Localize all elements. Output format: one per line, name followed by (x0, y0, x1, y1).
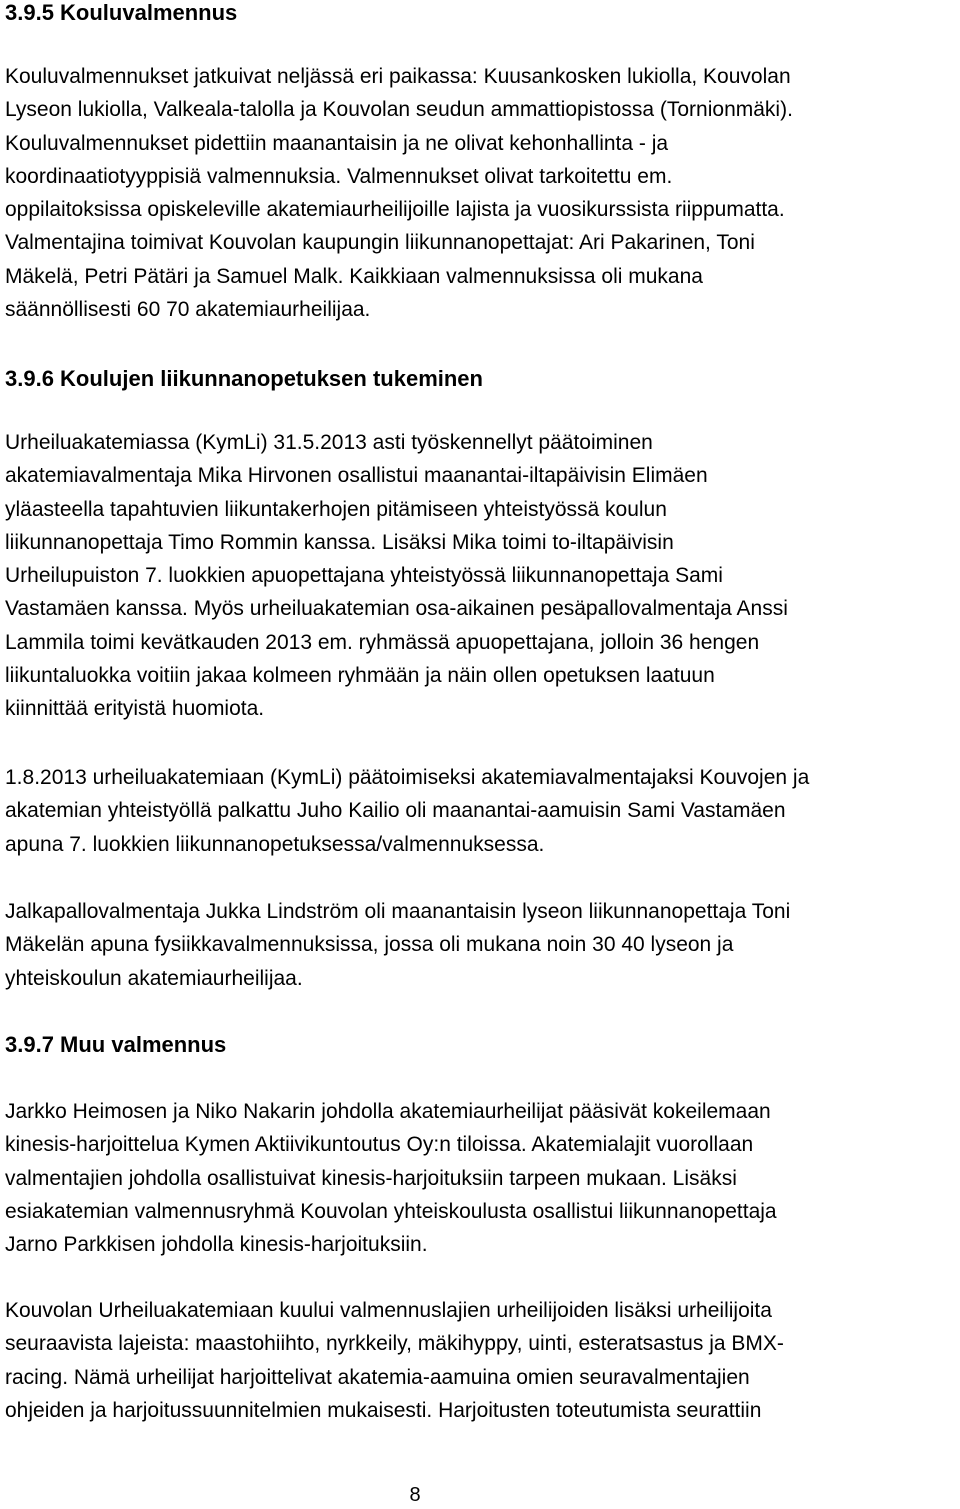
text-line: Jarno Parkkisen johdolla kinesis-harjoituksiin. (5, 1233, 428, 1257)
section-heading-liikunnanopetus: 3.9.6 Koulujen liikunnanopetuksen tukeminen (5, 366, 483, 391)
text-line: 1.8.2013 urheiluakatemiaan (KymLi) päätoimiseksi akatemiavalmentajaksi Kouvojen ja (5, 766, 810, 789)
text-line: esiakatemian valmennusryhmä Kouvolan yhteiskoulusta osallistui liikunnanopettaja (5, 1199, 777, 1223)
text-line: Lammila toimi kevätkauden 2013 em. ryhmässä apuopettajana, jolloin 36 hengen (5, 630, 760, 654)
text-line: Mäkelä, Petri Pätäri ja Samuel Malk. Kaikkiaan valmennuksissa oli mukana (5, 264, 703, 288)
text-line: yläasteella tapahtuvien liikuntakerhojen pitämiseen yhteistyössä koulun (5, 497, 667, 521)
paragraph-kouluvalmennus (5, 60, 793, 326)
text-line: Kouluvalmennukset jatkuivat neljässä eri paikassa: Kuusankosken lukiolla, Kouvolan (5, 65, 791, 88)
text-line: Kouvolan Urheiluakatemiaan kuului valmennuslajien urheilijoiden lisäksi urheilijoita (5, 1299, 772, 1322)
paragraph-muut-lajit (5, 1294, 784, 1427)
text-line: akatemian yhteistyöllä palkattu Juho Kailio oli maanantai-aamuisin Sami Vastamäen (5, 799, 786, 823)
text-line: säännöllisesti 60 70 akatemiaurheilijaa. (5, 298, 371, 322)
text-line: Kouluvalmennukset pidettiin maanantaisin ja ne olivat kehonhallinta - ja (5, 131, 669, 155)
text-line: kiinnittää erityistä huomiota. (5, 697, 265, 721)
text-line: koordinaatiotyyppisiä valmennuksia. Valmennukset olivat tarkoitettu em. (5, 164, 673, 188)
paragraph-hirvonen (5, 426, 788, 726)
section-heading-muu-valmennus: 3.9.7 Muu valmennus (5, 1032, 227, 1057)
text-line: valmentajien johdolla osallistuivat kinesis-harjoituksiin tarpeen mukaan. Lisäksi (5, 1166, 737, 1190)
text-line: Vastamäen kanssa. Myös urheiluakatemian osa-aikainen pesäpallovalmentaja Anssi (5, 597, 788, 621)
text-line: racing. Nämä urheilijat harjoittelivat akatemia-aamuina omien seuravalmentajien (5, 1365, 750, 1389)
section-heading-kouluvalmennus: 3.9.5 Kouluvalmennus (5, 0, 238, 25)
text-line: apuna 7. luokkien liikunnanopetuksessa/valmennuksessa. (5, 832, 545, 856)
text-line: Valmentajina toimivat Kouvolan kaupungin liikunnanopettajat: Ari Pakarinen, Toni (5, 231, 755, 255)
text-line: Urheiluakatemiassa (KymLi) 31.5.2013 asti työskennellyt päätoiminen (5, 431, 653, 454)
text-line: Urheilupuiston 7. luokkien apuopettajana yhteistyössä liikunnanopettaja Sami (5, 564, 723, 588)
text-line: seuraavista lajeista: maastohiihto, nyrkkeily, mäkihyppy, uinti, esteratsastus ja BMX- (5, 1332, 784, 1356)
text-line: akatemiavalmentaja Mika Hirvonen osallistui maanantai-iltapäivisin Elimäen (5, 464, 708, 488)
text-line: Jalkapallovalmentaja Jukka Lindström oli maanantaisin lyseon liikunnanopettaja Toni (5, 900, 791, 923)
paragraph-lindstrom (5, 895, 790, 995)
page-number: 8 (409, 1484, 421, 1506)
text-line: Lyseon lukiolla, Valkeala-talolla ja Kouvolan seudun ammattiopistossa (Tornionmäki). (5, 98, 793, 122)
text-line: Jarkko Heimosen ja Niko Nakarin johdolla akatemiaurheilijat pääsivät kokeilemaan (5, 1100, 771, 1123)
paragraph-kailio (5, 761, 809, 861)
text-line: liikuntaluokka voitiin jakaa kolmeen ryhmään ja näin ollen opetuksen laatuun (5, 664, 715, 688)
text-line: liikunnanopettaja Timo Rommin kanssa. Lisäksi Mika toimi to-iltapäivisin (5, 530, 674, 554)
text-line: Mäkelän apuna fysiikkavalmennuksissa, jossa oli mukana noin 30 40 lyseon ja (5, 933, 734, 957)
text-line: oppilaitoksissa opiskeleville akatemiaurheilijoille lajista ja vuosikurssista riippumatta. (5, 198, 785, 222)
text-line: ohjeiden ja harjoitussuunnitelmien mukaisesti. Harjoitusten toteutumista seurattiin (5, 1398, 762, 1422)
paragraph-kinesis (5, 1095, 777, 1261)
text-line: yhteiskoulun akatemiaurheilijaa. (5, 966, 303, 990)
text-line: kinesis-harjoittelua Kymen Aktiivikuntoutus Oy:n tiloissa. Akatemialajit vuorollaan (5, 1133, 754, 1157)
